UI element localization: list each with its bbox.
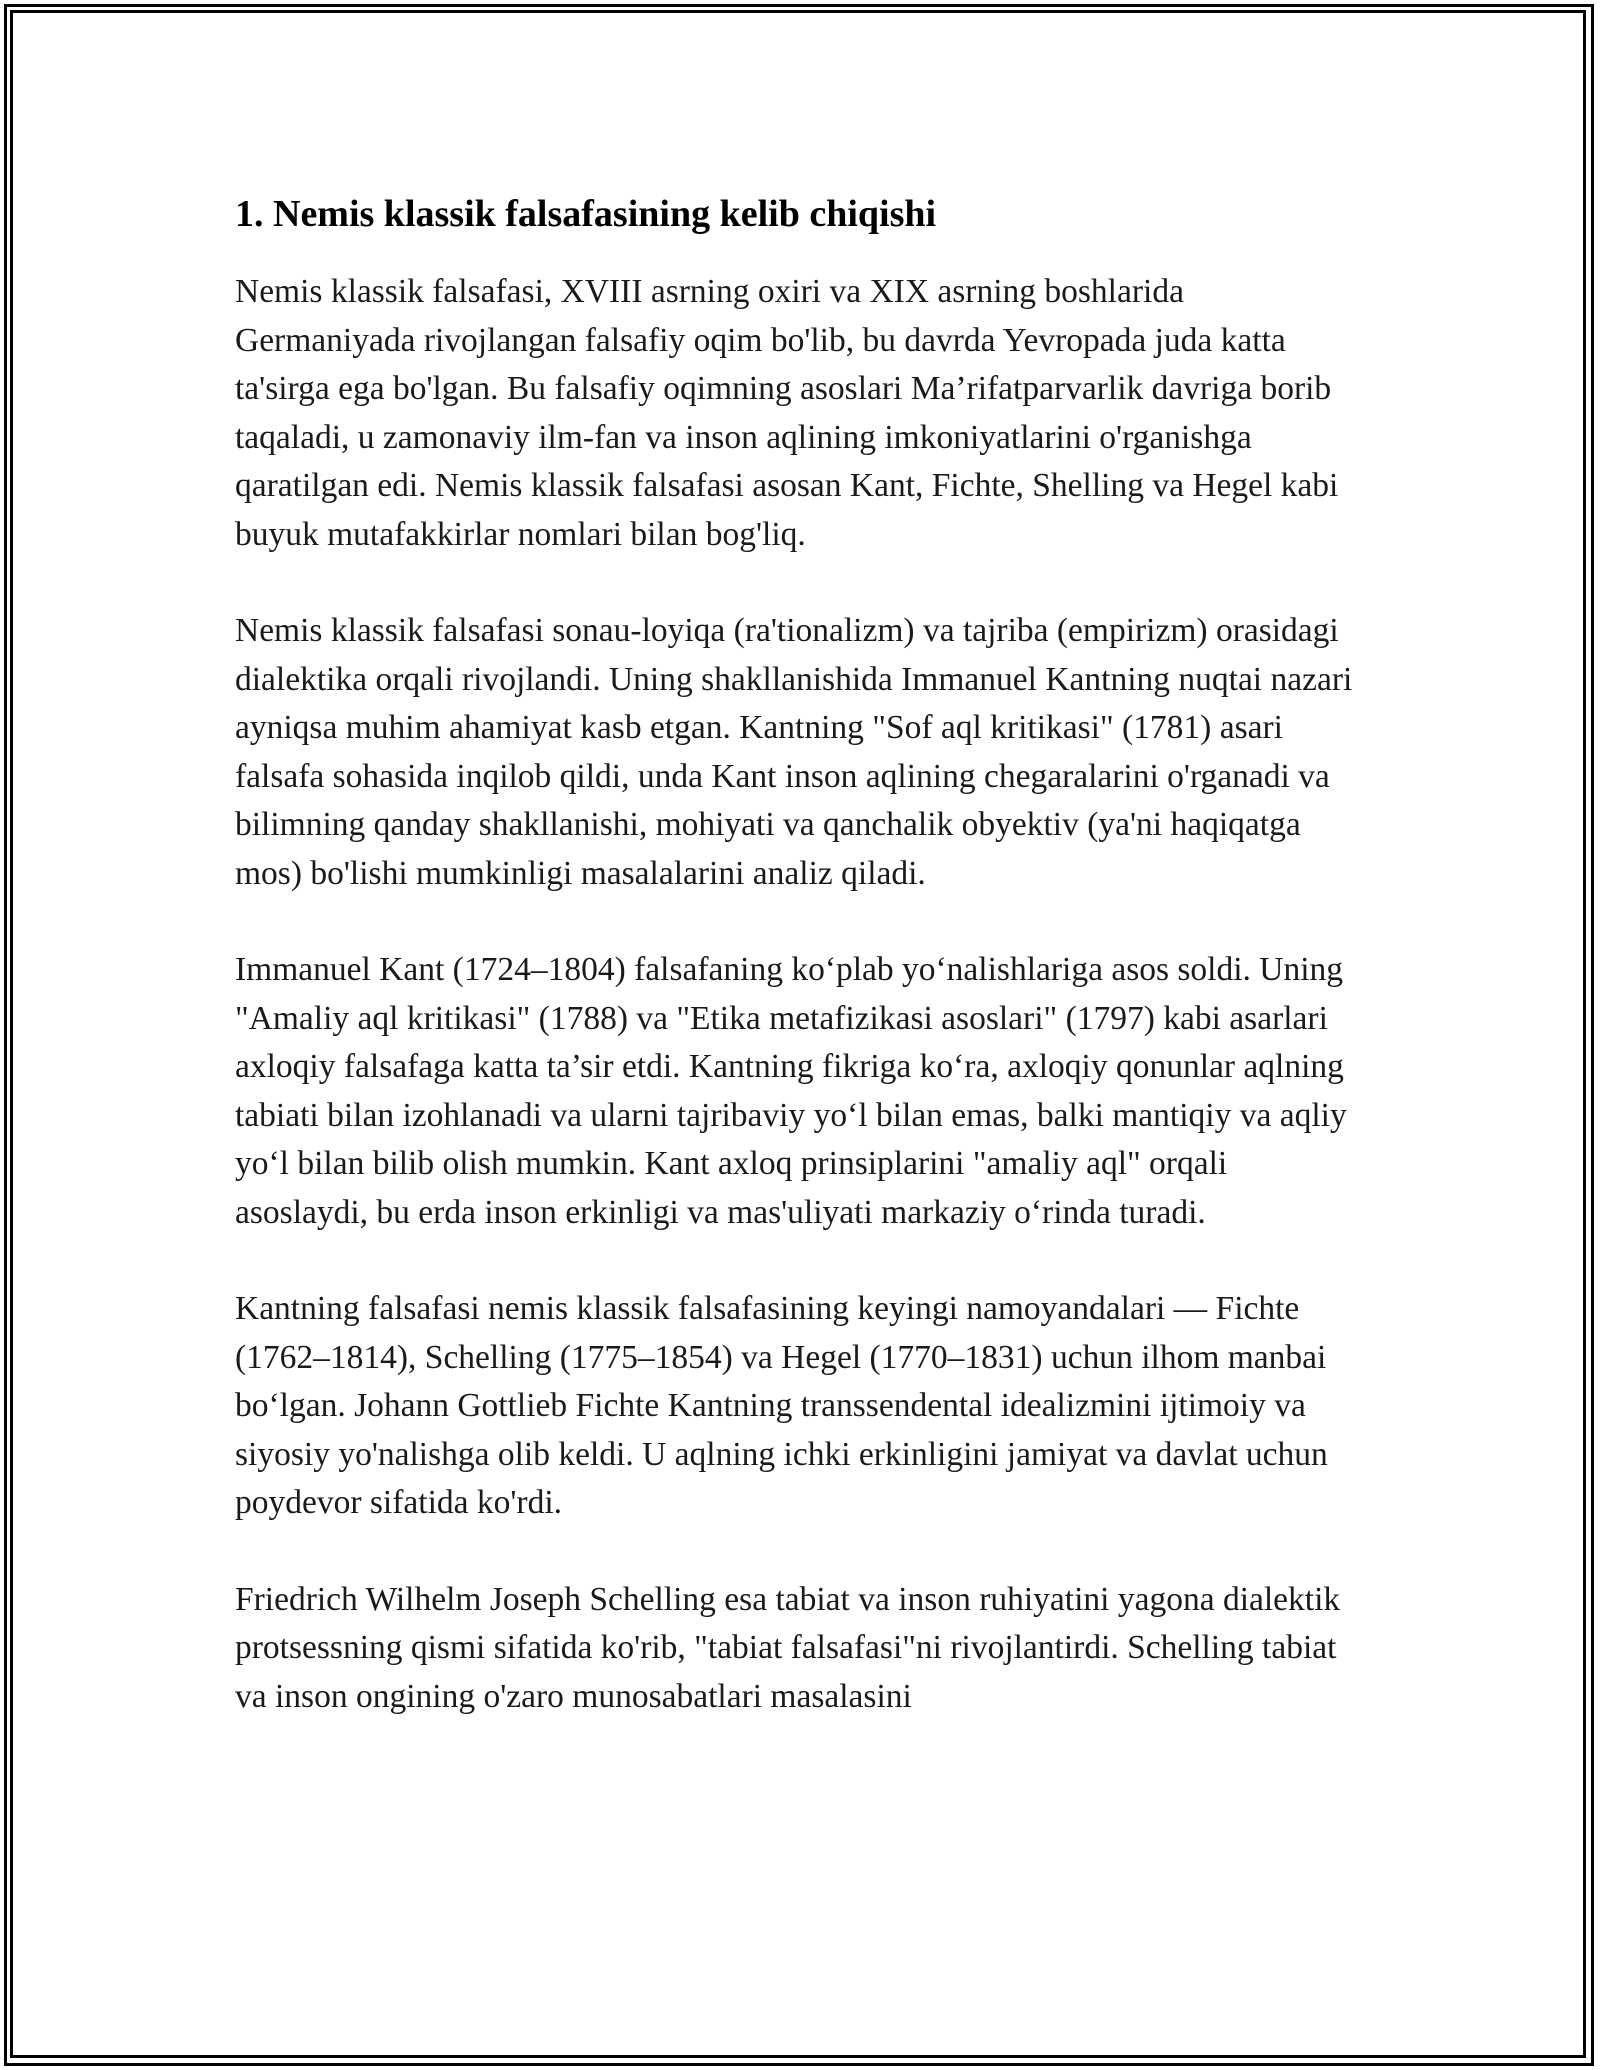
paragraph-3: Immanuel Kant (1724–1804) falsafaning ko‘plab yo‘nalishlariga asos soldi. Uning "Amaliy aql kritikasi" (1788) va "Etika metafizikasi asoslari" (1797) kabi asarlari axloqiy falsafaga katta ta’sir etdi. Kantning fikriga ko‘ra, axloqiy qonunlar aqlning tabiati bilan izohlanadi va ularni tajribaviy yo‘l bilan emas, balki mantiqiy va aqliy yo‘l bilan bilib olish mumkin. Kant axloq prinsiplarini "amaliy aql" orqali asoslaydi, bu erda inson erkinligi va mas'uliyati markaziy o‘rinda turadi.	[235, 951, 1347, 1231]
document-body	[235, 190, 1365, 1769]
paragraph-1: Nemis klassik falsafasi, XVIII asrning oxiri va XIX asrning boshlarida Germaniyada rivojlangan falsafiy oqim bo'lib, bu davrda Yevropada juda katta ta'sirga ega bo'lgan. Bu falsafiy oqimning asoslari Ma’rifatparvarlik davriga borib taqaladi, u zamonaviy ilm-fan va inson aqlining imkoniyatlarini o'rganishga qaratilgan edi. Nemis klassik falsafasi asosan Kant, Fichte, Shelling va Hegel kabi buyuk mutafakkirlar nomlari bilan bog'liq.	[235, 273, 1339, 553]
paragraph-5: Friedrich Wilhelm Joseph Schelling esa tabiat va inson ruhiyatini yagona dialektik protsessning qismi sifatida ko'rib, "tabiat falsafasi"ni rivojlantirdi. Schelling tabiat va inson ongining o'zaro munosabatlari masalasini	[235, 1580, 1341, 1715]
paragraph-2: Nemis klassik falsafasi sonau-loyiqa (ra'tionalizm) va tajriba (empirizm) orasidagi dialektika orqali rivojlandi. Uning shakllanishida Immanuel Kantning nuqtai nazari ayniqsa muhim ahamiyat kasb etgan. Kantning "Sof aql kritikasi" (1781) asari falsafa sohasida inqilob qildi, unda Kant inson aqlining chegaralarini o'rganadi va bilimning qanday shakllanishi, mohiyati va qanchalik obyektiv (ya'ni haqiqatga mos) bo'lishi mumkinligi masalalarini analiz qiladi.	[235, 612, 1353, 892]
section-heading: 1. Nemis klassik falsafasining kelib chiqishi	[235, 193, 937, 235]
paragraph-4: Kantning falsafasi nemis klassik falsafasining keyingi namoyandalari — Fichte (1762–1814), Schelling (1775–1854) va Hegel (1770–1831) uchun ilhom manbai bo‘lgan. Johann Gottlieb Fichte Kantning transsendental idealizmini ijtimoiy va siyosiy yo'nalishga olib keldi. U aqlning ichki erkinligini jamiyat va davlat uchun poydevor sifatida ko'rdi.	[235, 1290, 1328, 1521]
